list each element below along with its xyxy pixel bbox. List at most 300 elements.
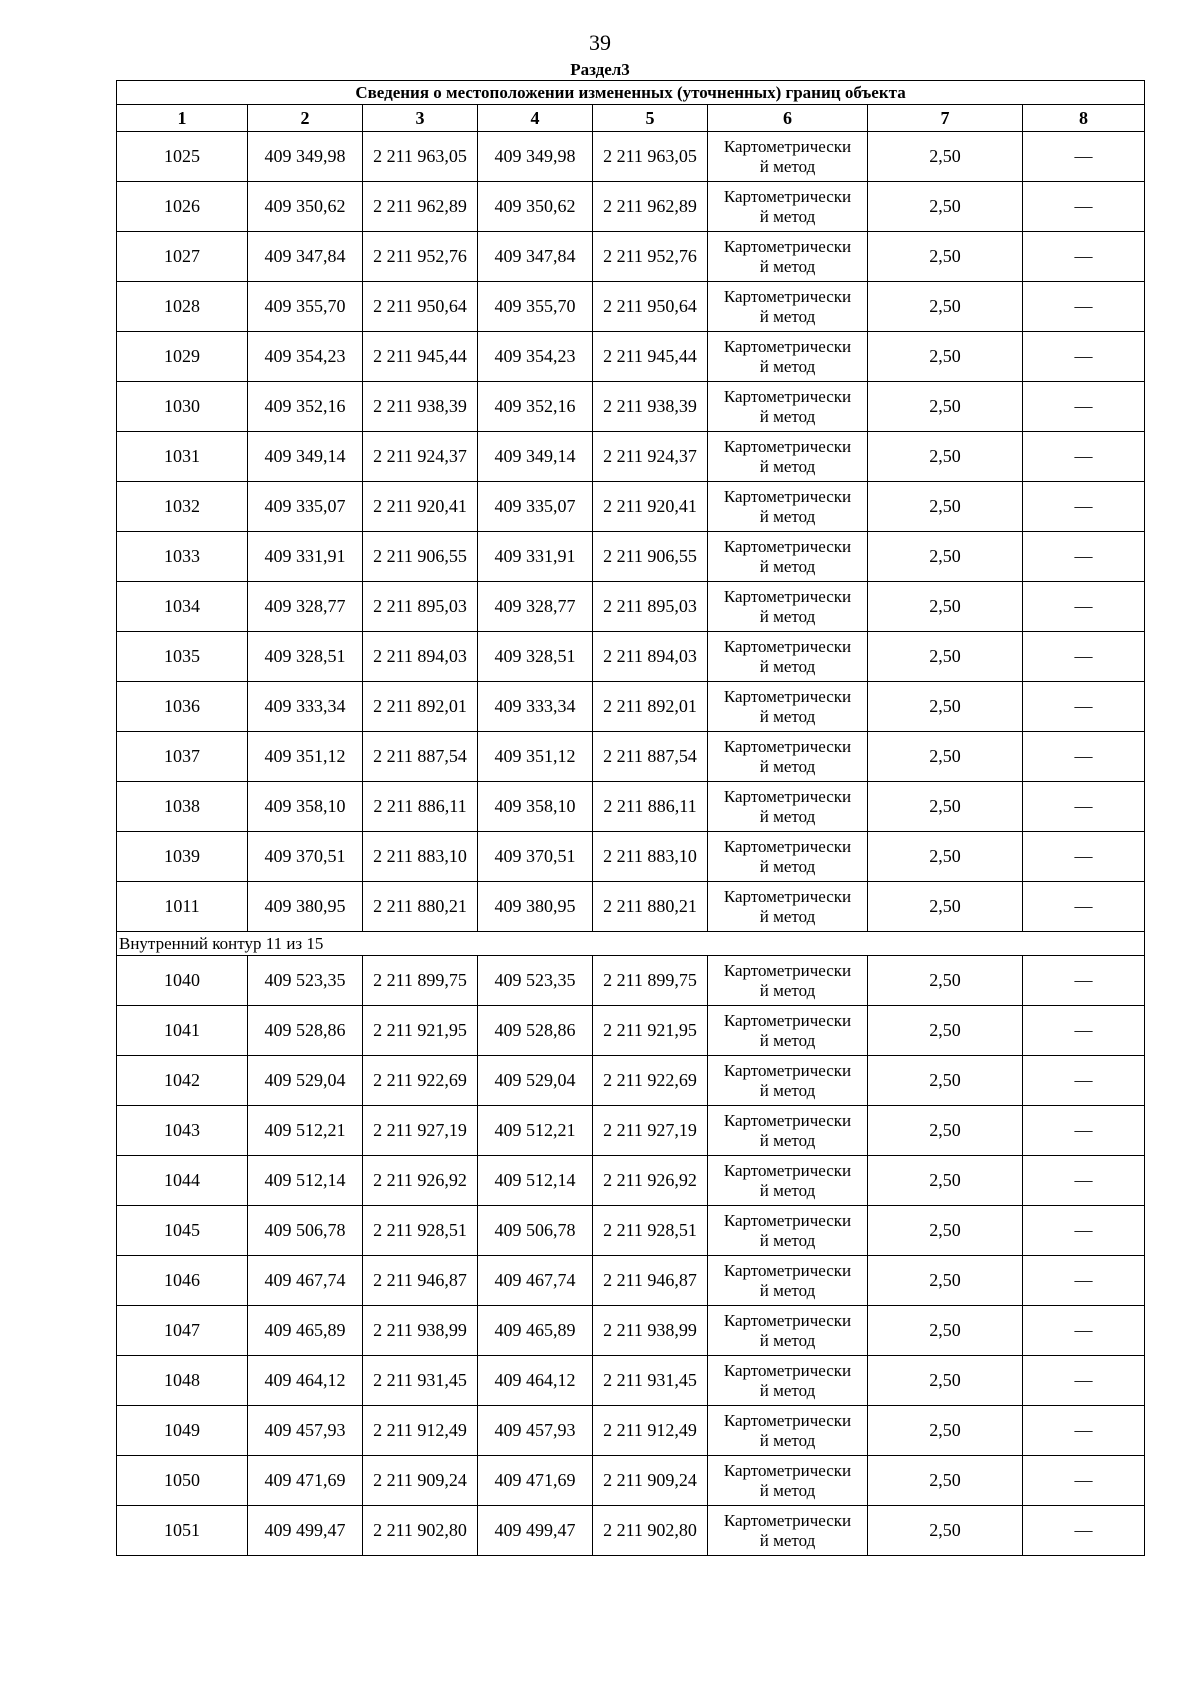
point-number-cell: 1029 (117, 332, 248, 382)
method-text-line1: Картометрически (723, 236, 852, 256)
y-new-cell: 2 211 895,03 (593, 582, 708, 632)
y-existing-cell: 2 211 912,49 (363, 1406, 478, 1456)
y-existing-cell: 2 211 938,99 (363, 1306, 478, 1356)
point-number-cell: 1047 (117, 1306, 248, 1356)
x-new-cell: 409 354,23 (478, 332, 593, 382)
method-text-line2: й метод (759, 606, 816, 626)
y-new-cell: 2 211 892,01 (593, 682, 708, 732)
method-cell (708, 182, 868, 232)
y-existing-cell: 2 211 938,39 (363, 382, 478, 432)
accuracy-cell: 2,50 (868, 882, 1023, 932)
accuracy-cell: 2,50 (868, 782, 1023, 832)
method-text-line1: Картометрически (723, 336, 852, 356)
point-number-cell: 1027 (117, 232, 248, 282)
x-existing-cell: 409 506,78 (248, 1206, 363, 1256)
accuracy-cell: 2,50 (868, 432, 1023, 482)
y-new-cell: 2 211 921,95 (593, 1006, 708, 1056)
method-text-line1: Картометрически (723, 686, 852, 706)
method-cell (708, 232, 868, 282)
y-new-cell: 2 211 920,41 (593, 482, 708, 532)
method-cell (708, 582, 868, 632)
point-number-cell: 1031 (117, 432, 248, 482)
method-text-line2: й метод (759, 980, 816, 1000)
accuracy-cell: 2,50 (868, 1456, 1023, 1506)
table-row (117, 582, 1145, 632)
x-existing-cell: 409 457,93 (248, 1406, 363, 1456)
method-text-line2: й метод (759, 306, 816, 326)
point-number-cell: 1045 (117, 1206, 248, 1256)
x-existing-cell: 409 355,70 (248, 282, 363, 332)
method-text-line1: Картометрически (723, 586, 852, 606)
x-new-cell: 409 465,89 (478, 1306, 593, 1356)
method-text-line2: й метод (759, 806, 816, 826)
point-number-cell: 1043 (117, 1106, 248, 1156)
y-new-cell: 2 211 931,45 (593, 1356, 708, 1406)
x-new-cell: 409 335,07 (478, 482, 593, 532)
point-number-cell: 1032 (117, 482, 248, 532)
x-new-cell: 409 351,12 (478, 732, 593, 782)
table-row (117, 732, 1145, 782)
method-text-line2: й метод (759, 556, 816, 576)
note-cell: — (1023, 1206, 1145, 1256)
method-text-line1: Картометрически (723, 1360, 852, 1380)
accuracy-cell: 2,50 (868, 232, 1023, 282)
method-text-line1: Картометрически (723, 286, 852, 306)
point-number-cell: 1025 (117, 132, 248, 182)
method-text-line1: Картометрически (723, 386, 852, 406)
x-new-cell: 409 512,14 (478, 1156, 593, 1206)
x-new-cell: 409 370,51 (478, 832, 593, 882)
method-text-line2: й метод (759, 1430, 816, 1450)
method-text-line2: й метод (759, 356, 816, 376)
point-number-cell: 1011 (117, 882, 248, 932)
y-existing-cell: 2 211 894,03 (363, 632, 478, 682)
x-new-cell: 409 464,12 (478, 1356, 593, 1406)
x-new-cell: 409 352,16 (478, 382, 593, 432)
x-new-cell: 409 347,84 (478, 232, 593, 282)
column-number: 6 (708, 105, 868, 132)
x-new-cell: 409 512,21 (478, 1106, 593, 1156)
y-existing-cell: 2 211 920,41 (363, 482, 478, 532)
accuracy-cell: 2,50 (868, 1156, 1023, 1206)
method-cell (708, 1106, 868, 1156)
method-text-line2: й метод (759, 156, 816, 176)
x-existing-cell: 409 380,95 (248, 882, 363, 932)
y-existing-cell: 2 211 926,92 (363, 1156, 478, 1206)
note-cell: — (1023, 1306, 1145, 1356)
method-text-line2: й метод (759, 1030, 816, 1050)
table-row (117, 1306, 1145, 1356)
point-number-cell: 1049 (117, 1406, 248, 1456)
accuracy-cell: 2,50 (868, 1506, 1023, 1556)
y-new-cell: 2 211 924,37 (593, 432, 708, 482)
note-cell: — (1023, 382, 1145, 432)
method-text-line1: Картометрически (723, 886, 852, 906)
table-row (117, 882, 1145, 932)
method-text-line2: й метод (759, 856, 816, 876)
column-number: 5 (593, 105, 708, 132)
table-row (117, 832, 1145, 882)
method-cell (708, 1506, 868, 1556)
table-row (117, 632, 1145, 682)
table-row (117, 1256, 1145, 1306)
method-text-line2: й метод (759, 256, 816, 276)
column-number: 1 (117, 105, 248, 132)
method-text-line2: й метод (759, 756, 816, 776)
method-cell (708, 832, 868, 882)
point-number-cell: 1034 (117, 582, 248, 632)
point-number-cell: 1048 (117, 1356, 248, 1406)
table-row (117, 1106, 1145, 1156)
method-cell (708, 282, 868, 332)
x-new-cell: 409 506,78 (478, 1206, 593, 1256)
x-new-cell: 409 499,47 (478, 1506, 593, 1556)
method-text-line1: Картометрически (723, 636, 852, 656)
method-cell (708, 882, 868, 932)
accuracy-cell: 2,50 (868, 382, 1023, 432)
note-cell: — (1023, 882, 1145, 932)
column-number-row (117, 105, 1145, 132)
y-new-cell: 2 211 926,92 (593, 1156, 708, 1206)
y-existing-cell: 2 211 928,51 (363, 1206, 478, 1256)
point-number-cell: 1041 (117, 1006, 248, 1056)
table-row (117, 1056, 1145, 1106)
point-number-cell: 1050 (117, 1456, 248, 1506)
table-row (117, 1006, 1145, 1056)
y-new-cell: 2 211 928,51 (593, 1206, 708, 1256)
y-existing-cell: 2 211 883,10 (363, 832, 478, 882)
note-cell: — (1023, 432, 1145, 482)
x-new-cell: 409 355,70 (478, 282, 593, 332)
accuracy-cell: 2,50 (868, 182, 1023, 232)
note-cell: — (1023, 132, 1145, 182)
point-number-cell: 1028 (117, 282, 248, 332)
x-existing-cell: 409 328,77 (248, 582, 363, 632)
method-text-line1: Картометрически (723, 436, 852, 456)
x-existing-cell: 409 467,74 (248, 1256, 363, 1306)
method-cell (708, 732, 868, 782)
x-new-cell: 409 331,91 (478, 532, 593, 582)
accuracy-cell: 2,50 (868, 1406, 1023, 1456)
x-existing-cell: 409 512,21 (248, 1106, 363, 1156)
method-cell (708, 1456, 868, 1506)
method-text-line2: й метод (759, 706, 816, 726)
table-row (117, 532, 1145, 582)
method-text-line1: Картометрически (723, 1110, 852, 1130)
note-cell: — (1023, 1506, 1145, 1556)
y-new-cell: 2 211 886,11 (593, 782, 708, 832)
table-row (117, 132, 1145, 182)
y-existing-cell: 2 211 946,87 (363, 1256, 478, 1306)
column-number: 8 (1023, 105, 1145, 132)
note-cell: — (1023, 1406, 1145, 1456)
method-text-line1: Картометрически (723, 786, 852, 806)
table-row (117, 182, 1145, 232)
point-number-cell: 1039 (117, 832, 248, 882)
y-new-cell: 2 211 952,76 (593, 232, 708, 282)
method-cell (708, 482, 868, 532)
y-new-cell: 2 211 922,69 (593, 1056, 708, 1106)
point-number-cell: 1044 (117, 1156, 248, 1206)
note-cell: — (1023, 732, 1145, 782)
method-text-line1: Картометрически (723, 836, 852, 856)
method-text-line2: й метод (759, 906, 816, 926)
x-existing-cell: 409 335,07 (248, 482, 363, 532)
y-existing-cell: 2 211 887,54 (363, 732, 478, 782)
method-cell (708, 682, 868, 732)
contour-heading-row (117, 932, 1145, 956)
point-number-cell: 1030 (117, 382, 248, 432)
x-new-cell: 409 349,14 (478, 432, 593, 482)
method-text-line2: й метод (759, 1180, 816, 1200)
x-existing-cell: 409 347,84 (248, 232, 363, 282)
y-existing-cell: 2 211 921,95 (363, 1006, 478, 1056)
accuracy-cell: 2,50 (868, 1106, 1023, 1156)
y-new-cell: 2 211 902,80 (593, 1506, 708, 1556)
accuracy-cell: 2,50 (868, 832, 1023, 882)
method-text-line1: Картометрически (723, 136, 852, 156)
note-cell: — (1023, 482, 1145, 532)
x-existing-cell: 409 471,69 (248, 1456, 363, 1506)
point-number-cell: 1035 (117, 632, 248, 682)
y-new-cell: 2 211 945,44 (593, 332, 708, 382)
accuracy-cell: 2,50 (868, 1356, 1023, 1406)
method-cell (708, 782, 868, 832)
table-row (117, 482, 1145, 532)
y-new-cell: 2 211 963,05 (593, 132, 708, 182)
table-row (117, 956, 1145, 1006)
accuracy-cell: 2,50 (868, 132, 1023, 182)
y-new-cell: 2 211 950,64 (593, 282, 708, 332)
y-existing-cell: 2 211 922,69 (363, 1056, 478, 1106)
x-new-cell: 409 333,34 (478, 682, 593, 732)
x-existing-cell: 409 529,04 (248, 1056, 363, 1106)
y-existing-cell: 2 211 924,37 (363, 432, 478, 482)
table-row (117, 232, 1145, 282)
x-existing-cell: 409 465,89 (248, 1306, 363, 1356)
method-text-line1: Картометрически (723, 1010, 852, 1030)
note-cell: — (1023, 1106, 1145, 1156)
y-new-cell: 2 211 909,24 (593, 1456, 708, 1506)
y-new-cell: 2 211 883,10 (593, 832, 708, 882)
table-body (117, 132, 1145, 1556)
y-existing-cell: 2 211 945,44 (363, 332, 478, 382)
point-number-cell: 1040 (117, 956, 248, 1006)
table-row (117, 1156, 1145, 1206)
x-existing-cell: 409 352,16 (248, 382, 363, 432)
accuracy-cell: 2,50 (868, 1256, 1023, 1306)
method-text-line1: Картометрически (723, 1410, 852, 1430)
y-new-cell: 2 211 946,87 (593, 1256, 708, 1306)
x-new-cell: 409 380,95 (478, 882, 593, 932)
method-text-line1: Картометрически (723, 1510, 852, 1530)
note-cell: — (1023, 1456, 1145, 1506)
note-cell: — (1023, 532, 1145, 582)
table-row (117, 432, 1145, 482)
method-text-line1: Картометрически (723, 1310, 852, 1330)
accuracy-cell: 2,50 (868, 332, 1023, 382)
method-text-line2: й метод (759, 1530, 816, 1550)
accuracy-cell: 2,50 (868, 632, 1023, 682)
x-existing-cell: 409 331,91 (248, 532, 363, 582)
method-text-line2: й метод (759, 1080, 816, 1100)
table-row (117, 1206, 1145, 1256)
x-new-cell: 409 328,51 (478, 632, 593, 682)
point-number-cell: 1038 (117, 782, 248, 832)
point-number-cell: 1026 (117, 182, 248, 232)
note-cell: — (1023, 682, 1145, 732)
point-number-cell: 1046 (117, 1256, 248, 1306)
method-text-line2: й метод (759, 1230, 816, 1250)
note-cell: — (1023, 182, 1145, 232)
section-title: Раздел3 (570, 60, 630, 79)
method-text-line1: Картометрически (723, 736, 852, 756)
note-cell: — (1023, 1056, 1145, 1106)
method-text-line1: Картометрически (723, 186, 852, 206)
method-cell (708, 1006, 868, 1056)
accuracy-cell: 2,50 (868, 732, 1023, 782)
y-existing-cell: 2 211 962,89 (363, 182, 478, 232)
accuracy-cell: 2,50 (868, 682, 1023, 732)
table-caption-row (117, 81, 1145, 105)
x-new-cell: 409 358,10 (478, 782, 593, 832)
coordinates-table (116, 80, 1145, 1556)
y-existing-cell: 2 211 895,03 (363, 582, 478, 632)
method-text-line1: Картометрически (723, 1160, 852, 1180)
method-cell (708, 1356, 868, 1406)
x-existing-cell: 409 349,98 (248, 132, 363, 182)
x-existing-cell: 409 349,14 (248, 432, 363, 482)
point-number-cell: 1033 (117, 532, 248, 582)
method-text-line1: Картометрически (723, 486, 852, 506)
table-row (117, 1356, 1145, 1406)
x-new-cell: 409 457,93 (478, 1406, 593, 1456)
method-text-line2: й метод (759, 1330, 816, 1350)
method-cell (708, 1256, 868, 1306)
y-new-cell: 2 211 880,21 (593, 882, 708, 932)
y-new-cell: 2 211 962,89 (593, 182, 708, 232)
y-new-cell: 2 211 887,54 (593, 732, 708, 782)
y-new-cell: 2 211 906,55 (593, 532, 708, 582)
method-text-line2: й метод (759, 656, 816, 676)
x-new-cell: 409 349,98 (478, 132, 593, 182)
table-row (117, 1456, 1145, 1506)
y-existing-cell: 2 211 952,76 (363, 232, 478, 282)
note-cell: — (1023, 1356, 1145, 1406)
note-cell: — (1023, 282, 1145, 332)
method-text-line1: Картометрически (723, 1060, 852, 1080)
method-text-line2: й метод (759, 206, 816, 226)
contour-heading: Внутренний контур 11 из 15 (117, 932, 1145, 956)
x-existing-cell: 409 354,23 (248, 332, 363, 382)
x-new-cell: 409 528,86 (478, 1006, 593, 1056)
note-cell: — (1023, 956, 1145, 1006)
accuracy-cell: 2,50 (868, 282, 1023, 332)
y-new-cell: 2 211 912,49 (593, 1406, 708, 1456)
y-new-cell: 2 211 894,03 (593, 632, 708, 682)
y-existing-cell: 2 211 909,24 (363, 1456, 478, 1506)
y-existing-cell: 2 211 899,75 (363, 956, 478, 1006)
column-number: 2 (248, 105, 363, 132)
method-cell (708, 1306, 868, 1356)
y-existing-cell: 2 211 963,05 (363, 132, 478, 182)
point-number-cell: 1042 (117, 1056, 248, 1106)
table-row (117, 282, 1145, 332)
accuracy-cell: 2,50 (868, 1206, 1023, 1256)
note-cell: — (1023, 632, 1145, 682)
note-cell: — (1023, 1006, 1145, 1056)
accuracy-cell: 2,50 (868, 1006, 1023, 1056)
x-new-cell: 409 328,77 (478, 582, 593, 632)
y-existing-cell: 2 211 950,64 (363, 282, 478, 332)
y-existing-cell: 2 211 927,19 (363, 1106, 478, 1156)
note-cell: — (1023, 782, 1145, 832)
note-cell: — (1023, 232, 1145, 282)
x-existing-cell: 409 328,51 (248, 632, 363, 682)
method-text-line2: й метод (759, 456, 816, 476)
x-new-cell: 409 471,69 (478, 1456, 593, 1506)
method-text-line1: Картометрически (723, 536, 852, 556)
y-existing-cell: 2 211 880,21 (363, 882, 478, 932)
method-cell (708, 1156, 868, 1206)
accuracy-cell: 2,50 (868, 582, 1023, 632)
accuracy-cell: 2,50 (868, 1306, 1023, 1356)
method-text-line2: й метод (759, 1130, 816, 1150)
x-existing-cell: 409 351,12 (248, 732, 363, 782)
column-number: 7 (868, 105, 1023, 132)
method-cell (708, 432, 868, 482)
y-existing-cell: 2 211 906,55 (363, 532, 478, 582)
accuracy-cell: 2,50 (868, 1056, 1023, 1106)
y-new-cell: 2 211 927,19 (593, 1106, 708, 1156)
table-row (117, 332, 1145, 382)
page-number: 39 (589, 30, 611, 55)
note-cell: — (1023, 832, 1145, 882)
x-existing-cell: 409 370,51 (248, 832, 363, 882)
table-row (117, 1406, 1145, 1456)
accuracy-cell: 2,50 (868, 532, 1023, 582)
method-cell (708, 1406, 868, 1456)
method-text-line1: Картометрически (723, 1210, 852, 1230)
point-number-cell: 1037 (117, 732, 248, 782)
x-existing-cell: 409 464,12 (248, 1356, 363, 1406)
method-cell (708, 1206, 868, 1256)
method-text-line1: Картометрически (723, 1460, 852, 1480)
x-new-cell: 409 350,62 (478, 182, 593, 232)
method-text-line2: й метод (759, 1480, 816, 1500)
accuracy-cell: 2,50 (868, 956, 1023, 1006)
column-number: 4 (478, 105, 593, 132)
method-cell (708, 532, 868, 582)
point-number-cell: 1051 (117, 1506, 248, 1556)
y-existing-cell: 2 211 931,45 (363, 1356, 478, 1406)
x-existing-cell: 409 333,34 (248, 682, 363, 732)
x-existing-cell: 409 350,62 (248, 182, 363, 232)
note-cell: — (1023, 582, 1145, 632)
column-number: 3 (363, 105, 478, 132)
method-text-line1: Картометрически (723, 1260, 852, 1280)
x-existing-cell: 409 358,10 (248, 782, 363, 832)
method-text-line2: й метод (759, 1280, 816, 1300)
method-cell (708, 956, 868, 1006)
table-caption: Сведения о местоположении измененных (уточненных) границ объекта (117, 81, 1145, 105)
method-cell (708, 1056, 868, 1106)
table-row (117, 1506, 1145, 1556)
method-text-line1: Картометрически (723, 960, 852, 980)
note-cell: — (1023, 1156, 1145, 1206)
x-existing-cell: 409 523,35 (248, 956, 363, 1006)
table-row (117, 782, 1145, 832)
